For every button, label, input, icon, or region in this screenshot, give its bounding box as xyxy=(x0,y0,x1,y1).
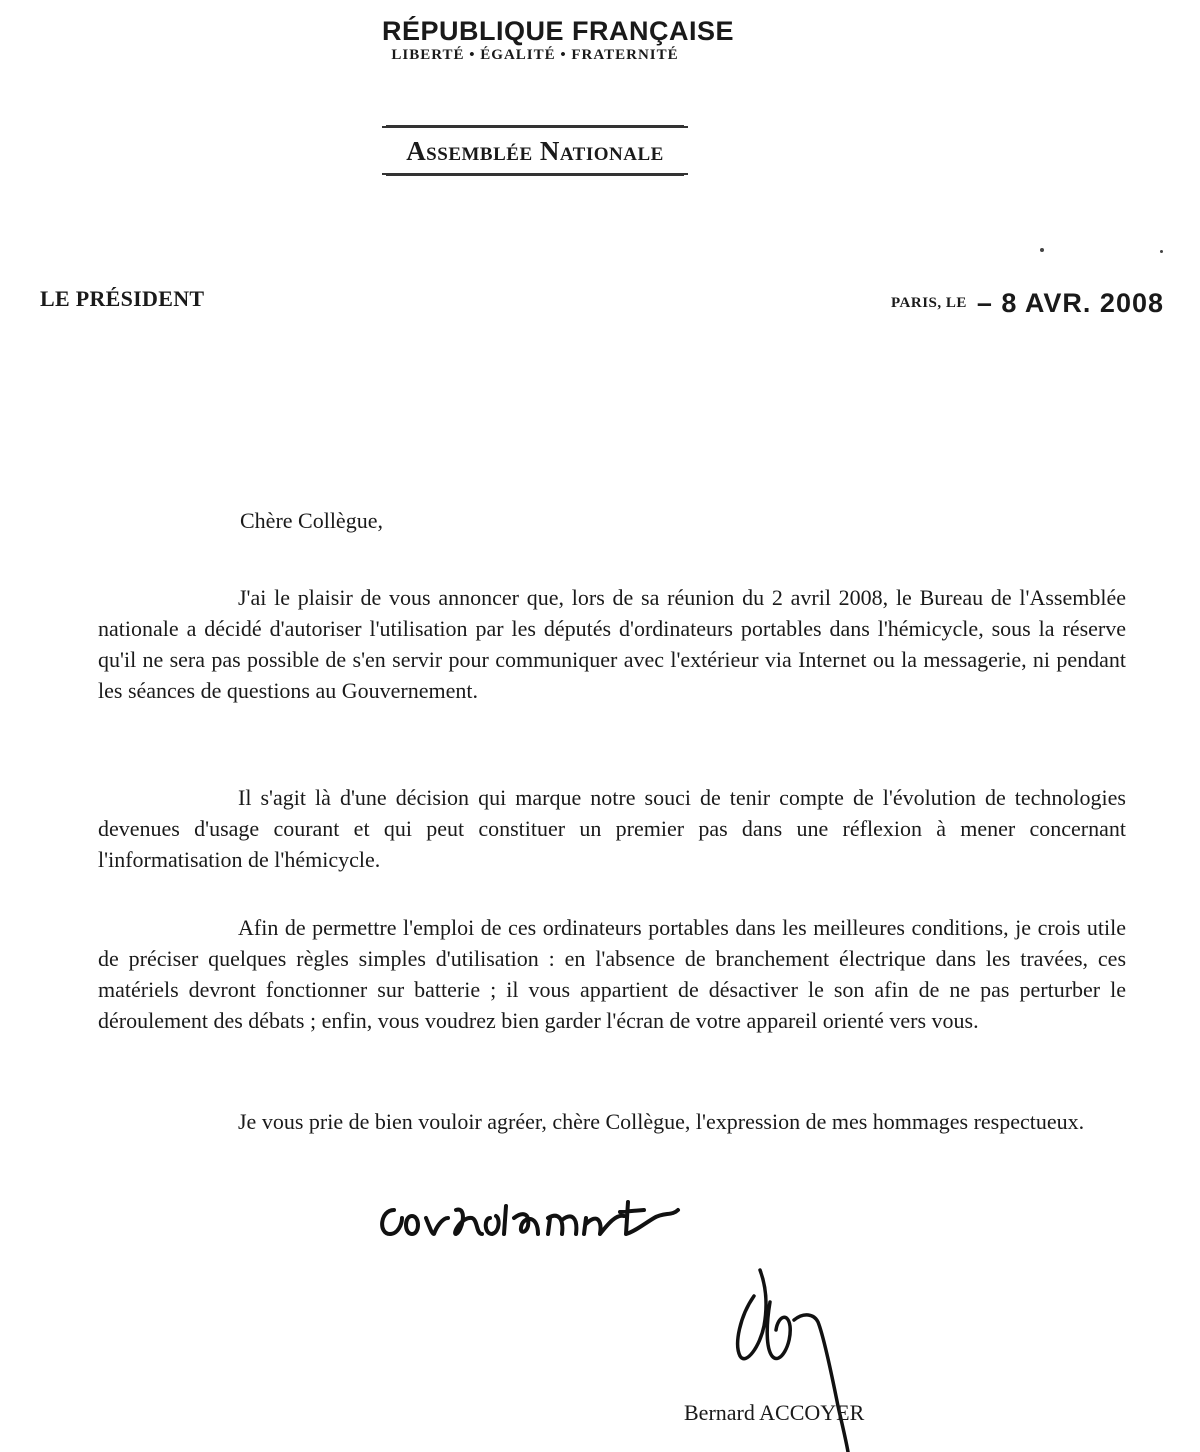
date-stamp: – 8 AVR. 2008 xyxy=(976,288,1164,318)
scan-speck xyxy=(1040,248,1044,252)
assembly-name: Assemblée Nationale xyxy=(406,136,664,166)
paragraph-rules: Afin de permettre l'emploi de ces ordinateurs portables dans les meilleures conditions, je crois utile de préciser quelques règles simples d'utilisation : en l'absence de branchement électrique dans les travées, ces matériels devront fonctionner sur batterie ; il vous appartient de désactiver le son afin de ne pas perturber le déroulement des débats ; enfin, vous voudrez bien garder l'écran de votre appareil orienté vers vous. xyxy=(98,915,1126,1033)
republic-title: RÉPUBLIQUE FRANÇAISE xyxy=(382,16,735,46)
sender-title: LE PRÉSIDENT xyxy=(40,286,205,311)
paragraph-announcement: J'ai le plaisir de vous annoncer que, lors de sa réunion du 2 avril 2008, le Bureau de l'Assemblée nationale a décidé d'autoriser l'utilisation par les députés d'ordinateurs portables dans l'hémicycle, sous la réserve qu'il ne sera pas possible de s'en servir pour communiquer avec l'extérieur via Internet ou la messagerie, ni pendant les séances de questions au Gouvernement. xyxy=(98,585,1126,703)
republic-motto: LIBERTÉ • ÉGALITÉ • FRATERNITÉ xyxy=(391,47,679,63)
scan-speck xyxy=(1160,250,1163,253)
handwritten-closing-image xyxy=(372,1188,752,1248)
assembly-banner xyxy=(382,126,688,175)
signatory-name: Bernard ACCOYER xyxy=(684,1400,865,1425)
place-label: PARIS, LE xyxy=(890,295,967,311)
paragraph-decision: Il s'agit là d'une décision qui marque notre souci de tenir compte de l'évolution de technologies devenues d'usage courant et qui peut constituer un premier pas dans une réflexion à mener concernant l'informatisation de l'hémicycle. xyxy=(98,785,1126,872)
letterhead xyxy=(382,16,735,64)
paragraph-closing: Je vous prie de bien vouloir agréer, chère Collègue, l'expression de mes hommages respectueux. xyxy=(238,1109,1085,1134)
dateline xyxy=(891,288,1164,319)
salutation: Chère Collègue, xyxy=(240,508,383,533)
